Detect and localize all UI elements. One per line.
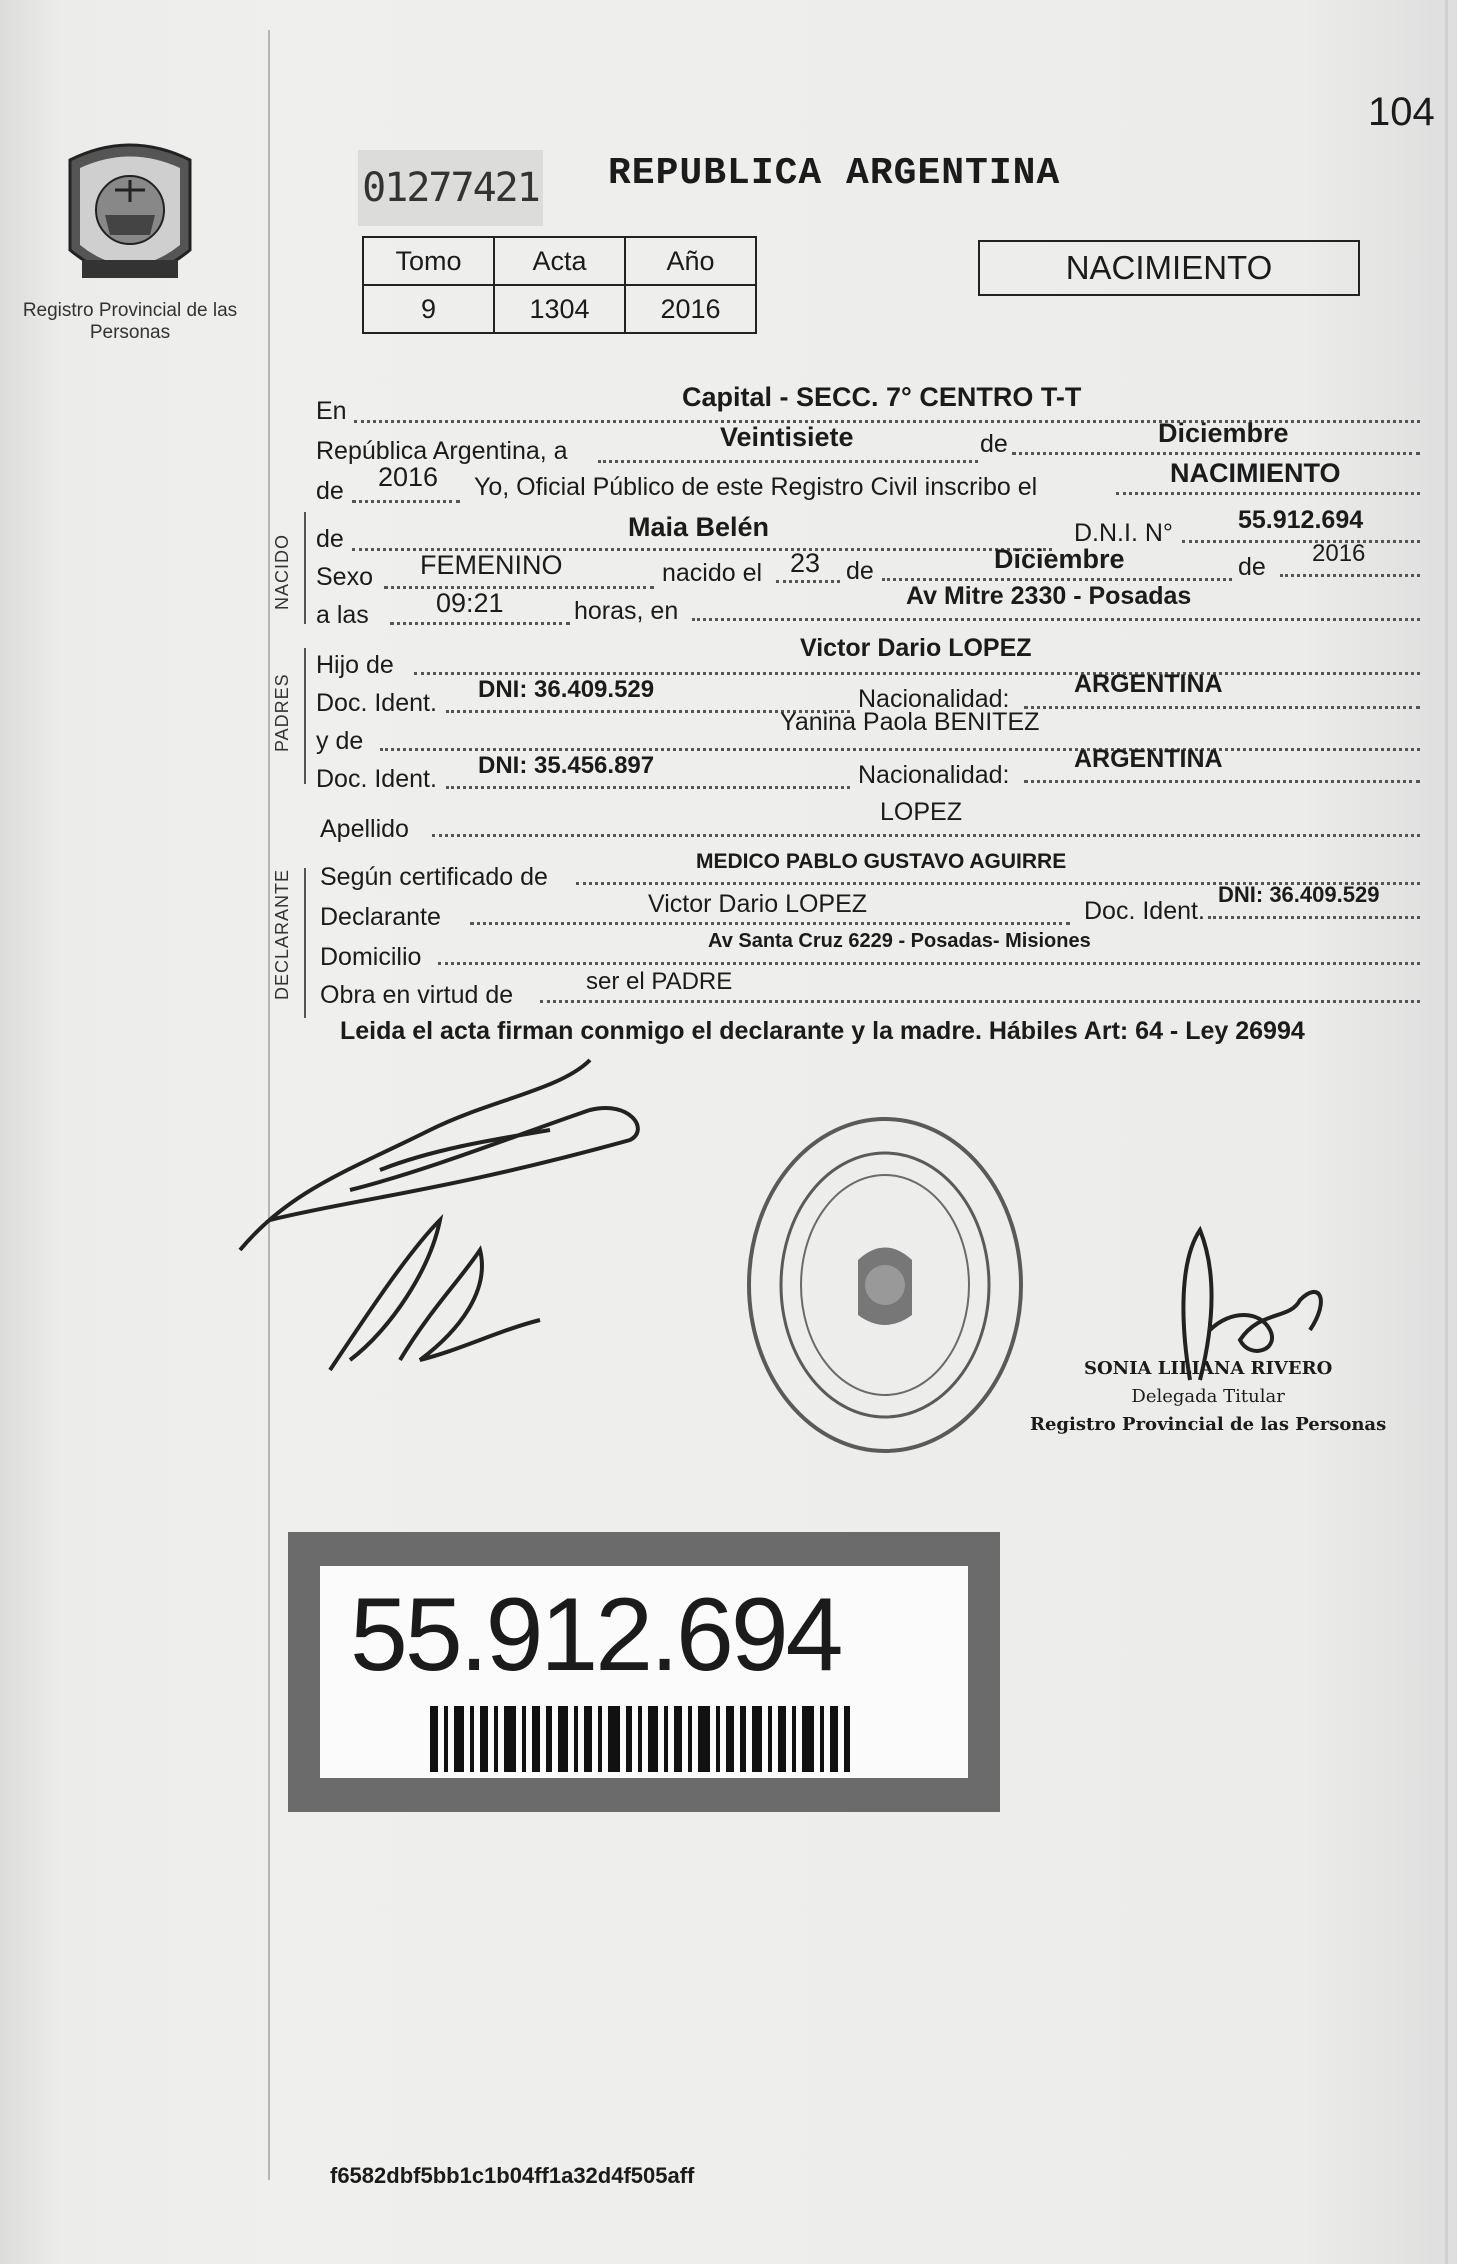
dotted-line bbox=[1116, 492, 1420, 495]
year-value: 2016 bbox=[378, 462, 439, 492]
dotted-line bbox=[1024, 706, 1420, 709]
doc-ident-label: Doc. Ident. bbox=[316, 765, 437, 793]
dotted-line bbox=[692, 618, 1420, 621]
nacionalidad-label: Nacionalidad: bbox=[858, 685, 1010, 713]
mother-doc-value: DNI: 35.456.897 bbox=[478, 752, 655, 779]
sexo-label: Sexo bbox=[316, 563, 373, 591]
father-doc-value: DNI: 36.409.529 bbox=[478, 676, 655, 703]
birth-time-value: 09:21 bbox=[436, 588, 504, 618]
domicilio-value: Av Santa Cruz 6229 - Posadas- Misiones bbox=[708, 930, 1091, 952]
domicilio-label: Domicilio bbox=[320, 943, 422, 971]
record-header-ano: Año bbox=[625, 237, 756, 285]
dotted-line bbox=[776, 580, 840, 583]
nacionalidad-label: Nacionalidad: bbox=[858, 761, 1010, 789]
dotted-line bbox=[380, 748, 1420, 751]
nacido-label: nacido el bbox=[662, 559, 763, 587]
record-table bbox=[362, 236, 757, 334]
birth-year-value: 2016 bbox=[1312, 540, 1366, 567]
record-value-acta: 1304 bbox=[494, 285, 625, 333]
republica-label: República Argentina, a bbox=[316, 437, 568, 465]
mother-signature bbox=[310, 1210, 550, 1380]
father-name-value: Victor Dario LOPEZ bbox=[800, 634, 1032, 662]
dotted-line bbox=[432, 834, 1420, 837]
child-dni-value: 55.912.694 bbox=[1238, 506, 1364, 534]
doc-ident-label: Doc. Ident. bbox=[1084, 897, 1205, 925]
dotted-line bbox=[414, 672, 1420, 675]
certificado-label: Según certificado de bbox=[320, 863, 548, 891]
official-stamp bbox=[740, 1110, 1030, 1460]
day-words-value: Veintisiete bbox=[720, 422, 854, 452]
month-value: Diciembre bbox=[1158, 418, 1289, 448]
record-header-acta: Acta bbox=[494, 237, 625, 285]
dotted-line bbox=[1208, 916, 1420, 919]
country-title: REPUBLICA ARGENTINA bbox=[608, 152, 1061, 195]
dotted-line bbox=[598, 460, 978, 463]
closing-text: Leida el acta firman conmigo el declarante y la madre. Hábiles Art: 64 - Ley 26994 bbox=[340, 1017, 1305, 1045]
dotted-line bbox=[352, 500, 460, 503]
dotted-line bbox=[882, 578, 1232, 581]
horas-label: horas, en bbox=[574, 597, 679, 625]
dni-label: D.N.I. N° bbox=[1074, 519, 1173, 547]
registry-caption: Registro Provincial de las Personas bbox=[22, 300, 238, 343]
dotted-line bbox=[1012, 452, 1420, 455]
place-value: Capital - SECC. 7° CENTRO T-T bbox=[682, 382, 1082, 412]
birth-month-value: Diciembre bbox=[994, 544, 1125, 574]
apellido-label: Apellido bbox=[320, 815, 409, 843]
record-value-ano: 2016 bbox=[625, 285, 756, 333]
dotted-line bbox=[1024, 780, 1420, 783]
mother-name-value: Yanina Paola BENITEZ bbox=[780, 708, 1040, 736]
document-hash: f6582dbf5bb1c1b04ff1a32d4f505aff bbox=[330, 2163, 695, 2188]
birth-day-value: 23 bbox=[790, 548, 821, 578]
de2-label: de bbox=[316, 477, 344, 505]
dotted-line bbox=[384, 586, 654, 589]
dotted-line bbox=[1280, 574, 1420, 577]
sexo-value: FEMENINO bbox=[420, 550, 563, 580]
barcode-inner bbox=[320, 1566, 968, 1778]
yde-label: y de bbox=[316, 727, 364, 755]
declarante-name-value: Victor Dario LOPEZ bbox=[648, 890, 868, 918]
en-label: En bbox=[316, 397, 347, 425]
official-role: Delegada Titular bbox=[1131, 1386, 1285, 1407]
official-org: Registro Provincial de las Personas bbox=[1030, 1414, 1387, 1435]
mother-nat-value: ARGENTINA bbox=[1074, 745, 1223, 773]
obra-label: Obra en virtud de bbox=[320, 981, 514, 1009]
apellido-value: LOPEZ bbox=[880, 798, 962, 826]
alas-label: a las bbox=[316, 601, 369, 629]
dotted-line bbox=[540, 1000, 1420, 1003]
serial-number: 01277421 bbox=[358, 150, 543, 226]
dotted-line bbox=[446, 786, 850, 789]
record-header-tomo: Tomo bbox=[363, 237, 494, 285]
padres-section-label: PADRES bbox=[272, 673, 292, 752]
yo-text: Yo, Oficial Público de este Registro Civil inscribo el bbox=[474, 473, 1038, 501]
official-block bbox=[1030, 1355, 1386, 1439]
barcode-bars bbox=[430, 1706, 850, 1772]
certificado-value: MEDICO PABLO GUSTAVO AGUIRRE bbox=[696, 850, 1067, 873]
declarante-label: Declarante bbox=[320, 903, 441, 931]
dotted-line bbox=[390, 622, 570, 625]
nacido-section-label: NACIDO bbox=[272, 533, 292, 610]
declarante-section-label: DECLARANTE bbox=[272, 868, 292, 1000]
barcode-number: 55.912.694 bbox=[350, 1577, 841, 1693]
doc-ident-label: Doc. Ident. bbox=[316, 689, 437, 717]
record-value-tomo: 9 bbox=[363, 285, 494, 333]
dotted-line bbox=[470, 922, 1070, 925]
de-label: de bbox=[846, 557, 874, 585]
hijo-label: Hijo de bbox=[316, 651, 394, 679]
de-label: de bbox=[980, 430, 1008, 458]
barcode-label bbox=[288, 1532, 1000, 1812]
father-nat-value: ARGENTINA bbox=[1074, 670, 1223, 698]
official-name: SONIA LILIANA RIVERO bbox=[1083, 1358, 1333, 1379]
edge-line bbox=[1445, 0, 1448, 2264]
section-bar bbox=[304, 868, 306, 1018]
record-type-box: NACIMIENTO bbox=[978, 240, 1360, 296]
section-bar bbox=[304, 512, 306, 624]
inscribe-value: NACIMIENTO bbox=[1170, 458, 1341, 488]
page-number: 104 bbox=[1368, 90, 1435, 134]
obra-value: ser el PADRE bbox=[586, 968, 733, 995]
birth-place-value: Av Mitre 2330 - Posadas bbox=[906, 582, 1192, 610]
declarante-doc-value: DNI: 36.409.529 bbox=[1218, 882, 1380, 907]
dotted-line bbox=[1182, 540, 1420, 543]
de-label: de bbox=[1238, 553, 1266, 581]
de-label: de bbox=[316, 525, 344, 553]
section-bar bbox=[304, 648, 306, 784]
dotted-line bbox=[438, 962, 1420, 965]
child-name-value: Maia Belén bbox=[628, 512, 770, 542]
province-crest-logo bbox=[60, 140, 200, 300]
